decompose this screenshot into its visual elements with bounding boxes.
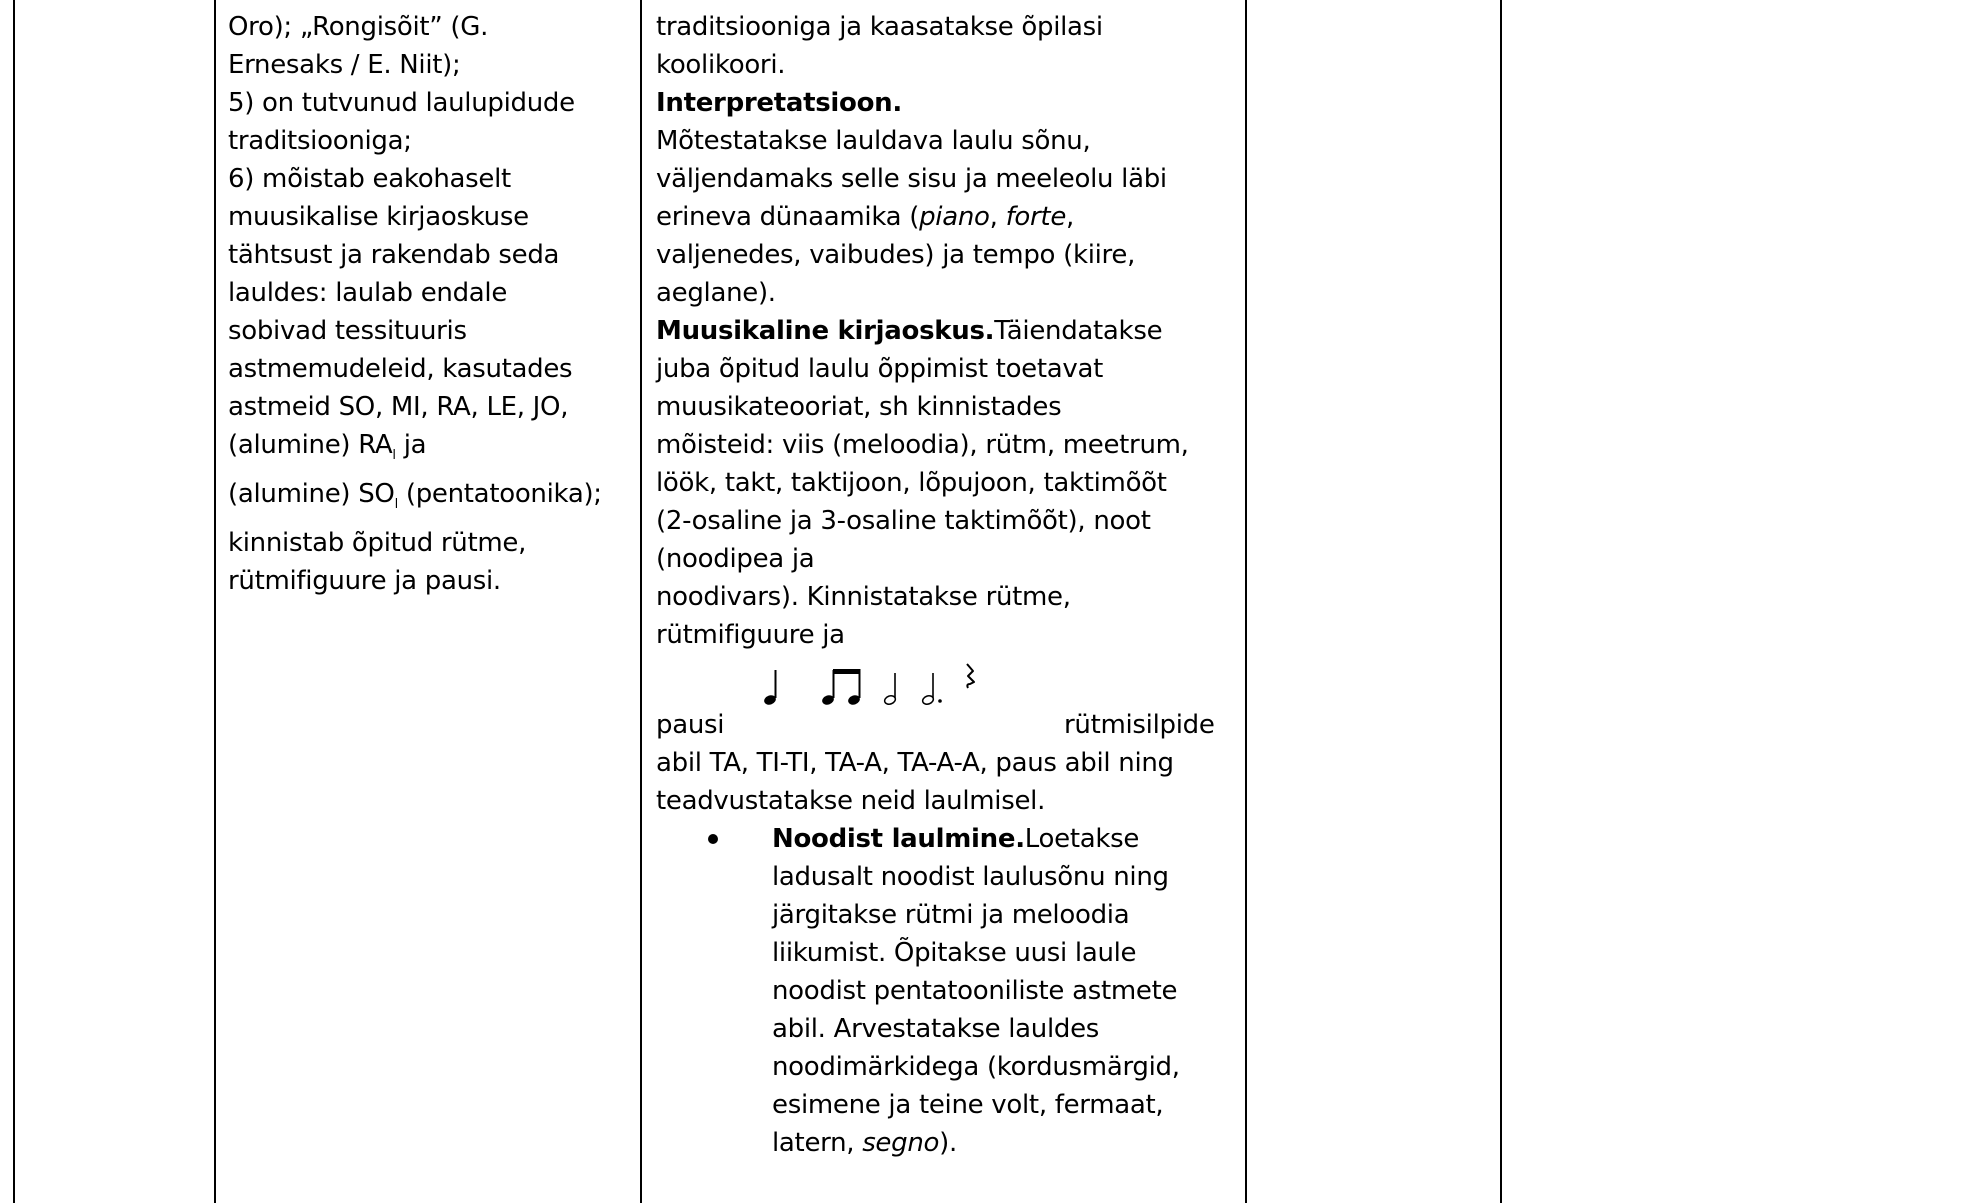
so-subscript: l [394, 497, 398, 513]
content-line: esimene ja teine volt, fermaat, [772, 1090, 1164, 1120]
ra-text: (alumine) RA [228, 430, 393, 460]
outcome-line-so [228, 475, 633, 524]
segno-line: latern, segno). [772, 1128, 957, 1158]
table-divider-1 [214, 0, 216, 1203]
content-line: mõisteid: viis (meloodia), rütm, meetrum, [656, 430, 1189, 460]
sight-singing-heading: Noodist laulmine. [772, 824, 1025, 854]
list-item [656, 820, 1240, 1162]
content-line: teadvustatakse neid laulmisel. [656, 786, 1046, 816]
bullet-icon [708, 834, 718, 844]
outcome-line-ra [228, 426, 633, 475]
content-line: (noodipea ja [656, 544, 815, 574]
content-line: liikumist. Õpitakse uusi laule [772, 938, 1137, 968]
segno-term: segno [862, 1128, 940, 1158]
content-line: järgitakse rütmi ja meloodia [772, 900, 1130, 930]
outcome-line: sobivad tessituuris [228, 316, 467, 346]
interpretation-heading: Interpretatsioon. [656, 88, 902, 118]
so-suffix: (pentatoonika); [397, 479, 602, 510]
outcome-line: muusikalise kirjaoskuse [228, 202, 529, 232]
dynamics-line: erineva dünaamika (piano, forte, [656, 202, 1074, 232]
outcome-line: lauldes: laulab endale [228, 278, 508, 308]
content-line: noodivars). Kinnistatakse rütme, [656, 582, 1071, 612]
outcome-line: tähtsust ja rakendab seda [228, 240, 560, 270]
half-note-icon [883, 673, 896, 706]
outcome-line: kinnistab õpitud rütme, [228, 528, 527, 559]
outcome-line: rütmifiguure ja pausi. [228, 566, 501, 597]
rhythm-notes-row [656, 668, 1240, 744]
content-line: traditsiooniga ja kaasatakse õpilasi [656, 12, 1103, 42]
quarter-rest-icon [967, 664, 974, 688]
outcome-line: 5) on tutvunud laulupidude [228, 88, 575, 118]
pausi-label: pausi [656, 710, 725, 740]
content-line: abil TA, TI-TI, TA-A, TA-A-A, paus abil ning [656, 748, 1174, 778]
literacy-heading-line: Muusikaline kirjaoskus.Täiendatakse [656, 316, 1163, 346]
content-line: aeglane). [656, 278, 776, 308]
sight-singing-heading-line: Noodist laulmine.Loetakse [772, 824, 1140, 854]
content-line: rütmifiguure ja [656, 620, 845, 650]
content-line: abil. Arvestatakse lauldes [772, 1014, 1100, 1044]
empty-column-d [1247, 0, 1500, 1203]
literacy-heading: Muusikaline kirjaoskus. [656, 316, 995, 346]
ra-suffix: ja [395, 430, 427, 460]
empty-column-e [1502, 0, 1970, 1203]
content-line: ladusalt noodist laulusõnu ning [772, 862, 1169, 892]
outcome-line: Ernesaks / E. Niit); [228, 50, 461, 80]
content-line: väljendamaks selle sisu ja meeleolu läbi [656, 164, 1167, 194]
content-line: koolikoori. [656, 50, 786, 80]
outcome-line: Oro); „Rongisõit” (G. [228, 12, 489, 42]
piano-term: piano [919, 202, 990, 232]
ra-subscript: l [392, 448, 396, 464]
outcome-line: 6) mõistab eakohaselt [228, 164, 511, 194]
outcomes-column [228, 8, 633, 600]
outcome-line: traditsiooniga; [228, 126, 412, 156]
quarter-note-icon [763, 670, 777, 706]
content-line: löök, takt, taktijoon, lõpujoon, taktimõõt [656, 468, 1167, 498]
content-line: valjenedes, vaibudes) ja tempo (kiire, [656, 240, 1136, 270]
so-text: (alumine) SO [228, 479, 395, 510]
content-line: noodist pentatooniliste astmete [772, 976, 1178, 1006]
content-line: noodimärkidega (kordusmärgid, [772, 1052, 1180, 1082]
content-line: (2-osaline ja 3-osaline taktimõõt), noot [656, 506, 1151, 536]
outcome-line: astmeid SO, MI, RA, LE, JO, [228, 392, 569, 422]
dotted-half-note-icon [921, 673, 941, 706]
content-line: Mõtestatakse lauldava laulu sõnu, [656, 126, 1091, 156]
forte-term: forte [1005, 202, 1067, 232]
table-border-left [13, 0, 15, 1203]
table-divider-2 [640, 0, 642, 1203]
outcome-line: astmemudeleid, kasutades [228, 354, 573, 384]
content-column [656, 8, 1240, 1162]
rhythm-notation-icon [760, 660, 1040, 712]
content-line: muusikateooriat, sh kinnistades [656, 392, 1062, 422]
rytmisilpide-label: rütmisilpide [1064, 710, 1215, 740]
eighth-notes-icon [821, 669, 861, 706]
content-line: juba õpitud laulu õppimist toetavat [656, 354, 1104, 384]
